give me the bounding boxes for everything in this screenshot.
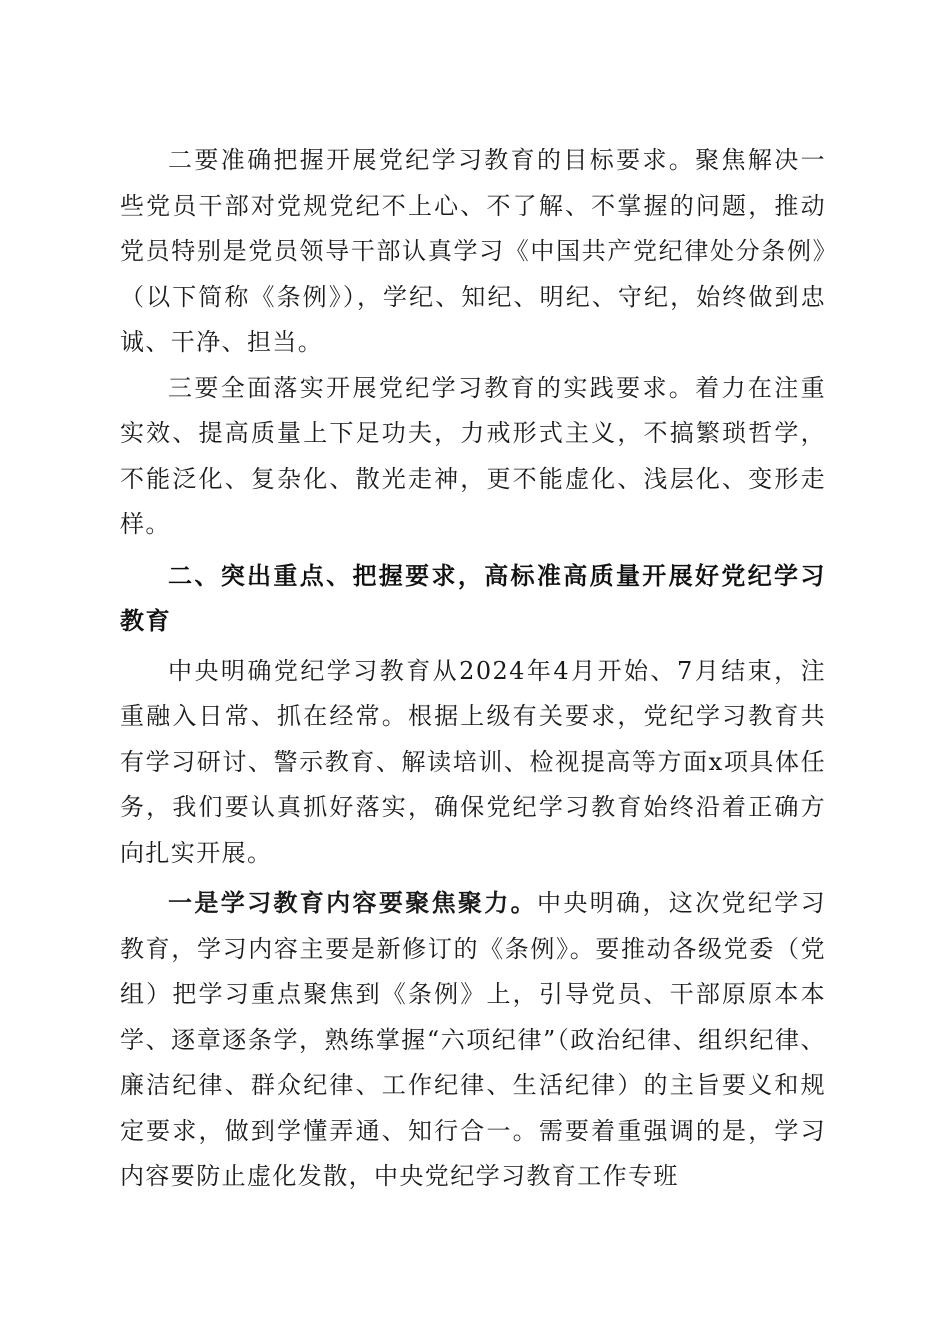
paragraph-study-focus [120,880,826,1200]
section-heading: 二、突出重点、把握要求，高标准高质量开展好党纪学习教育 [120,561,826,635]
paragraph-goal-requirements: 二要准确把握开展党纪学习教育的目标要求。聚焦解决一些党员干部对党规党纪不上心、不了解、不掌握的问题，推动党员特别是党员领导干部认真学习《中国共产党纪律处分条例》（以下简称《条例》），学纪、知纪、明纪、守纪，始终做到忠诚、干净、担当。 [120,146,826,356]
paragraph-central-schedule: 中央明确党纪学习教育从2024年4月开始、7月结束，注重融入日常、抓在经常。根据上级有关要求，党纪学习教育共有学习研讨、警示教育、解读培训、检视提高等方面x项具体任务，我们要认真抓好落实，确保党纪学习教育始终沿着正确方向扎实开展。 [120,656,826,867]
paragraph-practice-requirements: 三要全面落实开展党纪学习教育的实践要求。着力在注重实效、提高质量上下足功夫，力戒形式主义，不搞繁琐哲学，不能泛化、复杂化、散光走神，更不能虚化、浅层化、变形走样。 [120,373,826,538]
document-body [120,138,826,1200]
paragraph-lead: 一是学习教育内容要聚焦聚力。 [168,888,538,917]
paragraph-body: 中央明确，这次党纪学习教育，学习内容主要是新修订的《条例》。要推动各级党委（党组）把学习重点聚焦到《条例》上，引导党员、干部原原本本学、逐章逐条学，熟练掌握“六项纪律”（政治纪律、组织纪律、廉洁纪律、群众纪律、工作纪律、生活纪律）的主旨要义和规定要求，做到学懂弄通、知行合一。需要着重强调的是，学习内容要防止虚化发散，中央党纪学习教育工作专班 [120,889,826,1190]
